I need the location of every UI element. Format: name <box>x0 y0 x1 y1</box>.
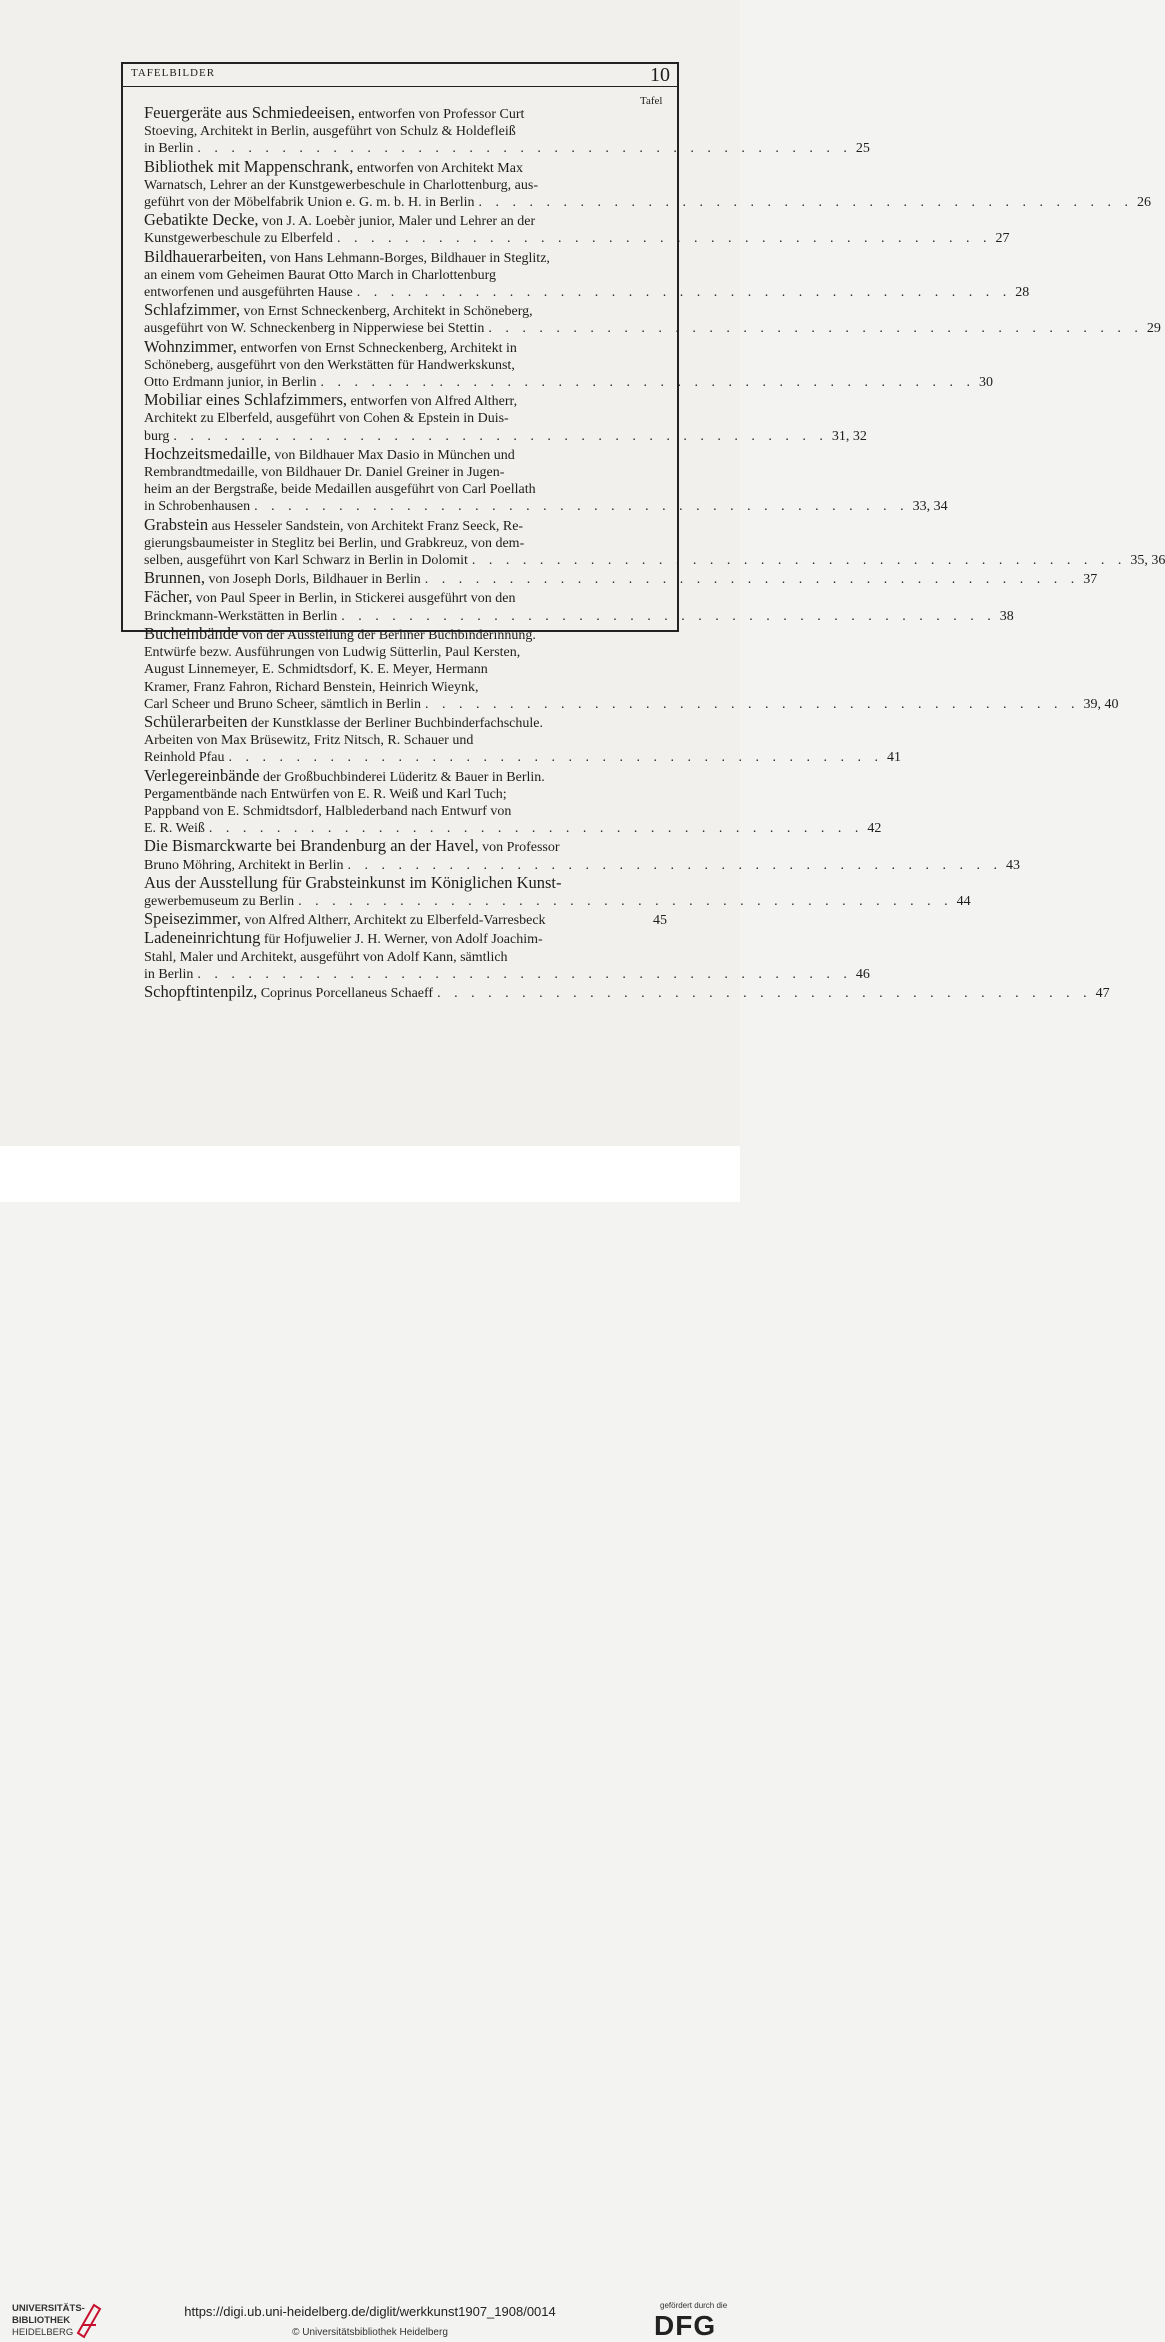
entry-line <box>144 104 667 123</box>
leader-dots: . . . . . . . . . . . . . . . . . . . . . . . . . . . . . . . . . . . . . . . <box>173 428 828 444</box>
entry-continuation: Otto Erdmann junior, in Berlin <box>144 375 317 391</box>
entry-line <box>144 874 667 893</box>
entry-line-text <box>144 749 225 766</box>
entry-description: der Großbuchbinderei Lüderitz & Bauer in Berlin. <box>259 769 545 785</box>
entry-continuation: entworfenen und ausgeführten Hause <box>144 285 353 301</box>
plate-entry <box>144 568 1098 588</box>
entry-line <box>144 749 901 766</box>
entry-line-text <box>144 428 169 445</box>
entry-line <box>144 123 667 140</box>
entry-line <box>144 857 1020 874</box>
entry-continuation: in Schrobenhausen <box>144 499 251 515</box>
entry-title: Gebatikte Decke, <box>144 210 259 230</box>
leader-dots: . . . . . . . . . . . . . . . . . . . . . . . . . . . . . . . . . . . . . . . <box>478 195 1133 211</box>
funding-note: gefördert durch die <box>660 2301 728 2310</box>
entry-continuation: Pappband von E. Schmidtsdorf, Halblederband nach Entwurf von <box>144 803 512 819</box>
entry-line-text <box>144 267 496 284</box>
plate-number: 33, 34 <box>912 499 948 515</box>
entry-line-text <box>144 552 468 569</box>
leader-dots: . . . . . . . . . . . . . . . . . . . . . . . . . . . . . . . . . . . . . . . <box>356 285 1012 301</box>
plate-number: 30 <box>978 375 993 391</box>
leader-dots: . . . . . . . . . . . . . . . . . . . . . . . . . . . . . . . . . . . . . . . <box>336 231 992 247</box>
entry-description: von Paul Speer in Berlin, in Stickerei ausgeführt von den <box>192 591 516 607</box>
entry-line <box>144 552 1165 569</box>
entry-continuation: Kunstgewerbeschule zu Elberfeld <box>144 231 333 247</box>
entry-line <box>144 194 1151 211</box>
permalink-url[interactable]: https://digi.ub.uni-heidelberg.de/diglit/werkkunst1907_1908/0014 <box>184 2304 556 2319</box>
entry-title: Hochzeitsmedaille, <box>144 443 271 463</box>
entry-title: Die Bismarckwarte bei Brandenburg an der Havel, <box>144 836 479 856</box>
entry-continuation: ausgeführt von W. Schneckenberg in Nipperwiese bei Stettin <box>144 321 485 337</box>
entry-line-text <box>144 966 193 983</box>
library-name-line1: UNIVERSITÄTS- <box>12 2303 85 2314</box>
entry-line-text <box>144 481 536 498</box>
entry-line <box>144 481 667 498</box>
entry-continuation: an einem vom Geheimen Baurat Otto March in Charlottenburg <box>144 267 496 283</box>
entry-line <box>144 929 667 948</box>
entry-line <box>144 445 667 464</box>
leader-dots: . . . . . . . . . . . . . . . . . . . . . . . . . . . . . . . . . . . . . . . <box>347 857 1002 873</box>
entry-continuation: Warnatsch, Lehrer an der Kunstgewerbeschule in Charlottenburg, aus- <box>144 177 538 193</box>
plate-entry <box>144 336 993 392</box>
entry-line <box>144 338 667 357</box>
plate-entry <box>144 981 1110 1002</box>
entry-line-text <box>144 357 515 374</box>
entry-line <box>144 391 667 410</box>
entry-line-text <box>144 661 488 678</box>
entry-line-text <box>144 786 507 803</box>
entry-title: Verlegereinbände <box>144 765 260 785</box>
entry-line <box>144 893 971 910</box>
entry-description: von J. A. Loebèr junior, Maler und Lehrer an der <box>258 214 536 230</box>
entry-line-text <box>144 177 538 194</box>
entry-line <box>144 211 667 230</box>
entry-description: der Kunstklasse der Berliner Buchbinderfachschule. <box>247 715 544 731</box>
copyright-notice: © Universitätsbibliothek Heidelberg <box>292 2327 448 2338</box>
entry-line <box>144 464 667 481</box>
plate-number: 42 <box>867 821 882 837</box>
entry-continuation: Arbeiten von Max Brüsewitz, Fritz Nitsch, R. Schauer und <box>144 733 474 749</box>
leader-dots: . . . . . . . . . . . . . . . . . . . . . . . . . . . . . . . . . . . . . . . <box>197 966 852 982</box>
plate-entry <box>144 928 870 983</box>
plate-entry <box>144 156 1151 212</box>
leader-dots: . . . . . . . . . . . . . . . . . . . . . . . . . . . . . . . . . . . . . . . <box>197 141 852 157</box>
entry-line <box>144 158 667 177</box>
entry-line-text <box>144 338 517 357</box>
entry-continuation: Carl Scheer und Bruno Scheer, sämtlich in Berlin <box>144 696 422 712</box>
leader-dots: . . . . . . . . . . . . . . . . . . . . . . . . . . . . . . . . . . . . . . . <box>488 321 1143 337</box>
entry-line <box>144 320 1161 337</box>
plate-entry <box>144 711 901 767</box>
entry-line-text <box>144 248 550 267</box>
entry-continuation: gierungsbaumeister in Steglitz bei Berlin, und Grabkreuz, von dem- <box>144 535 525 551</box>
entry-line-text <box>144 857 343 874</box>
entry-description: entworfen von Architekt Max <box>353 160 523 176</box>
entry-line-text <box>144 732 473 749</box>
plate-number: 25 <box>855 141 870 157</box>
entry-title: Speisezimmer, <box>144 909 241 929</box>
entry-continuation: Reinhold Pfau <box>144 750 225 766</box>
entry-line-text <box>144 588 515 607</box>
leader-dots: . . . . . . . . . . . . . . . . . . . . . . . . . . . . . . . . . . . . . . . <box>425 696 1080 712</box>
entry-line-text <box>144 820 205 837</box>
entry-line <box>144 679 667 696</box>
entry-continuation: Bruno Möhring, Architekt in Berlin <box>144 857 344 873</box>
entry-line <box>144 803 667 820</box>
entry-line <box>144 949 667 966</box>
plate-entry <box>144 623 1119 713</box>
entry-title: Schülerarbeiten <box>144 711 248 731</box>
entry-line <box>144 177 667 194</box>
entry-continuation: Pergamentbände nach Entwürfen von E. R. Weiß und Karl Tuch; <box>144 786 507 802</box>
entry-line-text <box>144 320 484 337</box>
plate-number: 41 <box>887 750 901 766</box>
entry-description: entworfen von Alfred Altherr, <box>347 394 518 410</box>
entry-title: Brunnen, <box>144 568 205 588</box>
entry-continuation: selben, ausgeführt von Karl Schwarz in Berlin in Dolomit <box>144 553 468 569</box>
entry-line <box>144 267 667 284</box>
entry-line <box>144 357 667 374</box>
page-number: 10 <box>650 64 670 86</box>
entry-description: von Ernst Schneckenberg, Architekt in Schöneberg, <box>240 304 533 320</box>
entry-line <box>144 625 667 644</box>
entry-continuation: geführt von der Möbelfabrik Union e. G. m. b. H. in Berlin <box>144 195 475 211</box>
entry-line <box>144 661 667 678</box>
entry-line-text <box>144 301 533 320</box>
entry-line-text <box>144 929 543 948</box>
plate-number: 45 <box>653 913 667 929</box>
entry-title: Bucheinbände <box>144 623 239 643</box>
plate-entry <box>144 210 1010 247</box>
entry-line <box>144 713 667 732</box>
entry-continuation: heim an der Bergstraße, beide Medaillen ausgeführt von Carl Poellath <box>144 482 536 498</box>
entry-line-text <box>144 569 421 588</box>
plate-number: 37 <box>1083 572 1098 588</box>
entry-description: von der Ausstellung der Berliner Buchbinderinnung. <box>238 627 536 643</box>
entry-line-text <box>144 516 523 535</box>
entry-line <box>144 786 667 803</box>
entry-line-text <box>144 284 353 301</box>
entry-line-text <box>144 949 508 966</box>
leader-dots: . . . . . . . . . . . . . . . . . . . . . . . . . . . . . . . . . . . . . . . <box>341 608 996 624</box>
entry-line <box>144 910 667 929</box>
viewer-footer <box>0 1146 740 2341</box>
entry-continuation: Stahl, Maler und Architekt, ausgeführt von Adolf Kann, sämtlich <box>144 949 508 965</box>
entry-description: von Alfred Altherr, Architekt zu Elberfeld-Varresbeck <box>240 913 546 929</box>
plate-entry <box>144 246 1030 302</box>
entry-line <box>144 837 667 856</box>
entry-line <box>144 140 870 157</box>
plate-entry <box>144 910 667 929</box>
entry-line-text <box>144 140 193 157</box>
entry-title: Wohnzimmer, <box>144 336 237 356</box>
entry-line-text <box>144 696 421 713</box>
plate-number: 29 <box>1146 321 1161 337</box>
entry-line <box>144 732 667 749</box>
tafel-column-label: Tafel <box>640 95 663 107</box>
leader-dots: . . . . . . . . . . . . . . . . . . . . . . . . . . . . . . . . . . . . . . . <box>424 572 1080 588</box>
entry-line <box>144 230 1010 247</box>
entry-line-text <box>144 803 511 820</box>
entry-line <box>144 820 882 837</box>
entry-line-text <box>144 767 545 786</box>
entry-line-text <box>144 608 337 625</box>
plate-number: 47 <box>1095 985 1110 1001</box>
entry-line <box>144 568 1098 588</box>
entry-line-text <box>144 158 523 177</box>
entry-line <box>144 608 1014 625</box>
entry-continuation: August Linnemeyer, E. Schmidtsdorf, K. E. Meyer, Hermann <box>144 662 488 678</box>
plate-number: 31, 32 <box>831 428 867 444</box>
entry-line-text <box>144 644 520 661</box>
entry-title: Fächer, <box>144 587 193 607</box>
plate-entry <box>144 300 1161 337</box>
entry-line-text <box>144 374 316 391</box>
plate-entry <box>144 872 971 910</box>
entry-title: Mobiliar eines Schlafzimmers, <box>144 390 347 410</box>
entry-line-text <box>144 211 535 230</box>
plate-entry <box>144 587 1014 624</box>
plate-entry <box>144 103 870 158</box>
entry-continuation: Entwürfe bezw. Ausführungen von Ludwig Sütterlin, Paul Kersten, <box>144 645 521 661</box>
entry-line-text <box>144 391 517 410</box>
frame-rule-left <box>121 62 123 632</box>
entry-line-text <box>144 837 560 856</box>
entry-line-text <box>144 230 333 247</box>
entry-line <box>144 644 667 661</box>
plate-number: 26 <box>1137 195 1151 211</box>
plate-list <box>144 103 1165 1002</box>
entry-continuation: in Berlin <box>144 966 194 982</box>
entry-description: für Hofjuwelier J. H. Werner, von Adolf Joachim- <box>260 932 543 948</box>
frame-rule-header <box>121 86 679 87</box>
entry-line <box>144 588 667 607</box>
entry-description: Coprinus Porcellaneus Schaeff <box>257 985 434 1001</box>
entry-continuation: Schöneberg, ausgeführt von den Werkstätten für Handwerkskunst, <box>144 357 515 373</box>
entry-line <box>144 284 1030 301</box>
entry-continuation: Brinckmann-Werkstätten in Berlin <box>144 608 338 624</box>
library-name-line3: HEIDELBERG <box>12 2327 74 2338</box>
entry-line <box>144 516 667 535</box>
entry-line <box>144 981 1110 1002</box>
entry-continuation: Stoeving, Architekt in Berlin, ausgeführt von Schulz & Holdefleiß <box>144 124 516 140</box>
entry-line-text <box>144 104 524 123</box>
plate-number: 35, 36 <box>1130 553 1165 569</box>
entry-line <box>144 498 948 515</box>
entry-line-text <box>144 464 504 481</box>
plate-number: 46 <box>855 966 870 982</box>
entry-description: entworfen von Professor Curt <box>354 107 525 122</box>
entry-continuation: gewerbemuseum zu Berlin <box>144 893 295 909</box>
entry-line <box>144 535 667 552</box>
plate-entry <box>144 514 1165 570</box>
entry-line-text <box>144 194 475 211</box>
plate-entry <box>144 765 882 838</box>
entry-continuation: E. R. Weiß <box>144 821 205 837</box>
leader-dots: . . . . . . . . . . . . . . . . . . . . . . . . . . . . . . . . . . . . . . . <box>208 821 864 837</box>
entry-line-text <box>144 123 516 140</box>
entry-description: von Joseph Dorls, Bildhauer in Berlin <box>204 572 421 588</box>
frame-rule-top <box>121 62 679 64</box>
entry-title: Ladeneinrichtung <box>144 928 261 948</box>
entry-line-text <box>144 713 543 732</box>
entry-line <box>144 966 870 983</box>
plate-number: 28 <box>1015 285 1030 301</box>
entry-line-text <box>144 625 536 644</box>
scanned-page <box>0 0 1165 1146</box>
entry-title: Bildhauerarbeiten, <box>144 246 267 266</box>
entry-continuation: in Berlin <box>144 141 194 157</box>
entry-description: von Hans Lehmann-Borges, Bildhauer in Steglitz, <box>266 250 550 266</box>
leader-dots: . . . . . . . . . . . . . . . . . . . . . . . . . . . . . . . . . . . . . . . <box>471 553 1127 569</box>
plate-entry <box>144 390 867 445</box>
entry-title: Grabstein <box>144 514 209 534</box>
entry-description: von Bildhauer Max Dasio in München und <box>270 447 515 463</box>
entry-line <box>144 767 667 786</box>
entry-line <box>144 696 1119 713</box>
entry-description: von Professor <box>478 840 560 856</box>
plate-number: 44 <box>956 893 971 909</box>
library-name-line2: BIBLIOTHEK <box>12 2315 71 2326</box>
plate-number: 38 <box>999 608 1014 624</box>
entry-title: Schopftintenpilz, <box>144 981 258 1001</box>
entry-description: entworfen von Ernst Schneckenberg, Architekt in <box>236 340 517 356</box>
plate-entry <box>144 836 1020 873</box>
entry-title: Schlafzimmer, <box>144 300 241 320</box>
leader-dots: . . . . . . . . . . . . . . . . . . . . . . . . . . . . . . . . . . . . . . . <box>437 985 1092 1001</box>
entry-line-text <box>144 910 546 929</box>
leader-dots: . . . . . . . . . . . . . . . . . . . . . . . . . . . . . . . . . . . . . . . <box>298 893 953 909</box>
entry-line <box>144 428 867 445</box>
leader-dots: . . . . . . . . . . . . . . . . . . . . . . . . . . . . . . . . . . . . . . . <box>228 750 883 766</box>
entry-line-text <box>144 445 515 464</box>
leader-dots: . . . . . . . . . . . . . . . . . . . . . . . . . . . . . . . . . . . . . . . <box>254 499 909 515</box>
entry-title: Bibliothek mit Mappenschrank, <box>144 156 354 176</box>
dfg-logo[interactable]: DFG <box>654 2310 717 2341</box>
entry-line <box>144 248 667 267</box>
leader-dots: . . . . . . . . . . . . . . . . . . . . . . . . . . . . . . . . . . . . . . . <box>320 375 975 391</box>
entry-line-text <box>144 893 294 910</box>
entry-line <box>144 301 667 320</box>
entry-continuation: Architekt zu Elberfeld, ausgeführt von Cohen & Epstein in Duis- <box>144 411 509 427</box>
plate-entry <box>144 443 948 516</box>
entry-title: Feuergeräte aus Schmiedeeisen, <box>144 103 355 122</box>
entry-line-text <box>144 498 250 515</box>
entry-continuation: Rembrandtmedaille, von Bildhauer Dr. Daniel Greiner in Jugen- <box>144 465 505 481</box>
entry-line <box>144 410 667 427</box>
entry-line-text <box>144 983 433 1002</box>
entry-continuation: burg <box>144 428 170 444</box>
plate-number: 43 <box>1005 857 1020 873</box>
running-head: TAFELBILDER <box>131 67 216 79</box>
entry-title: Aus der Ausstellung für Grabsteinkunst im Königlichen Kunst- <box>144 872 562 892</box>
entry-line <box>144 374 993 391</box>
plate-number: 27 <box>995 231 1010 247</box>
entry-line-text <box>144 535 524 552</box>
entry-line-text <box>144 874 562 893</box>
entry-line-text <box>144 410 509 427</box>
plate-number: 39, 40 <box>1083 696 1119 712</box>
entry-continuation: Kramer, Franz Fahron, Richard Benstein, Heinrich Wieynk, <box>144 679 479 695</box>
entry-line-text <box>144 679 479 696</box>
entry-description: aus Hesseler Sandstein, von Architekt Franz Seeck, Re- <box>208 518 524 534</box>
